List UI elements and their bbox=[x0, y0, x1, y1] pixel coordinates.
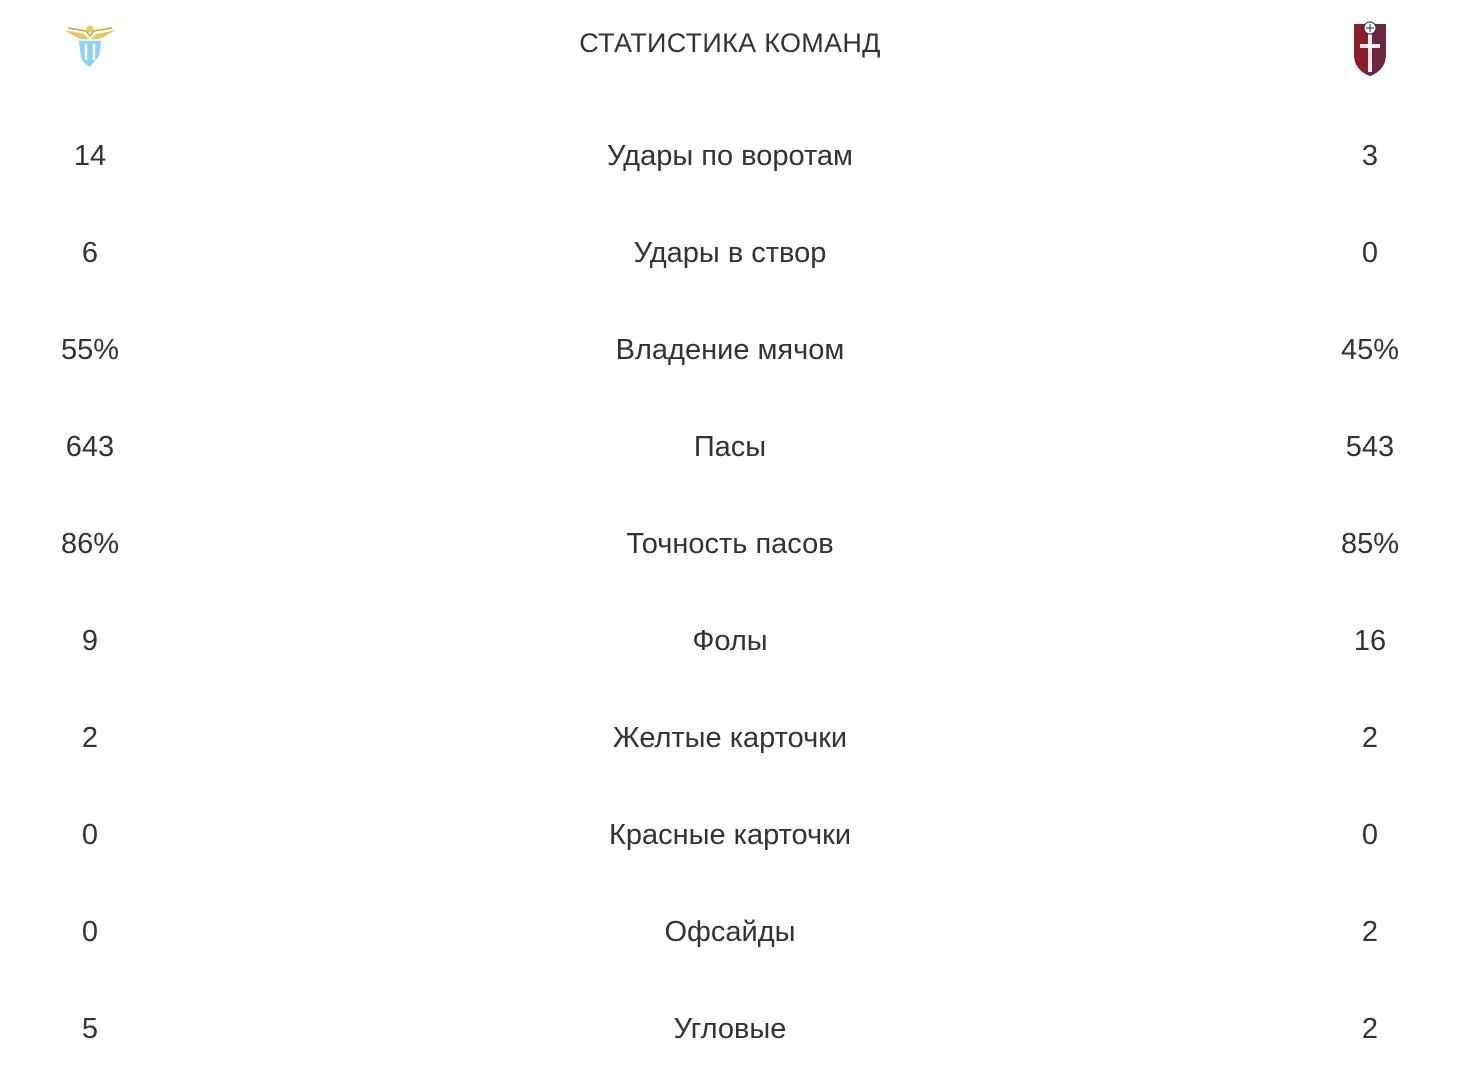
stat-row-red-cards bbox=[0, 805, 1460, 865]
stat-label: Удары в створ bbox=[633, 237, 827, 269]
away-value: 2 bbox=[1361, 916, 1379, 948]
away-value: 3 bbox=[1361, 140, 1379, 172]
home-value: 5 bbox=[81, 1013, 99, 1045]
home-value: 86% bbox=[60, 528, 120, 560]
stat-label: Угловые bbox=[673, 1013, 787, 1045]
home-value: 14 bbox=[73, 140, 107, 172]
away-value: 0 bbox=[1361, 819, 1379, 851]
bologna-shield-crest-icon bbox=[1350, 18, 1390, 78]
stats-header bbox=[0, 0, 1460, 96]
stat-label: Удары по воротам bbox=[607, 140, 853, 172]
stat-row-shots-on-target bbox=[0, 223, 1460, 283]
stat-row-possession bbox=[0, 320, 1460, 380]
away-value: 2 bbox=[1361, 1013, 1379, 1045]
stat-label: Офсайды bbox=[664, 916, 796, 948]
stat-row-fouls bbox=[0, 611, 1460, 671]
stat-row-yellow-cards bbox=[0, 708, 1460, 768]
lazio-eagle-crest-icon bbox=[62, 18, 118, 72]
home-value: 6 bbox=[81, 237, 99, 269]
stat-row-pass-accuracy bbox=[0, 514, 1460, 574]
away-value: 16 bbox=[1353, 625, 1387, 657]
away-value: 543 bbox=[1345, 431, 1395, 463]
stat-label: Фолы bbox=[692, 625, 768, 657]
stats-title: СТАТИСТИКА КОМАНД bbox=[579, 28, 881, 58]
stat-row-offsides bbox=[0, 902, 1460, 962]
stat-label: Пасы bbox=[693, 431, 767, 463]
away-value: 45% bbox=[1340, 334, 1400, 366]
home-value: 9 bbox=[81, 625, 99, 657]
away-value: 2 bbox=[1361, 722, 1379, 754]
home-value: 55% bbox=[60, 334, 120, 366]
away-value: 0 bbox=[1361, 237, 1379, 269]
home-value: 643 bbox=[65, 431, 115, 463]
away-value: 85% bbox=[1340, 528, 1400, 560]
stat-label: Точность пасов bbox=[626, 528, 834, 560]
stat-row-passes bbox=[0, 417, 1460, 477]
stat-label: Красные карточки bbox=[608, 819, 852, 851]
home-value: 2 bbox=[81, 722, 99, 754]
stat-row-corners bbox=[0, 999, 1460, 1059]
home-value: 0 bbox=[81, 916, 99, 948]
home-value: 0 bbox=[81, 819, 99, 851]
stat-label: Владение мячом bbox=[615, 334, 845, 366]
stat-label: Желтые карточки bbox=[612, 722, 848, 754]
stat-row-shots bbox=[0, 126, 1460, 186]
